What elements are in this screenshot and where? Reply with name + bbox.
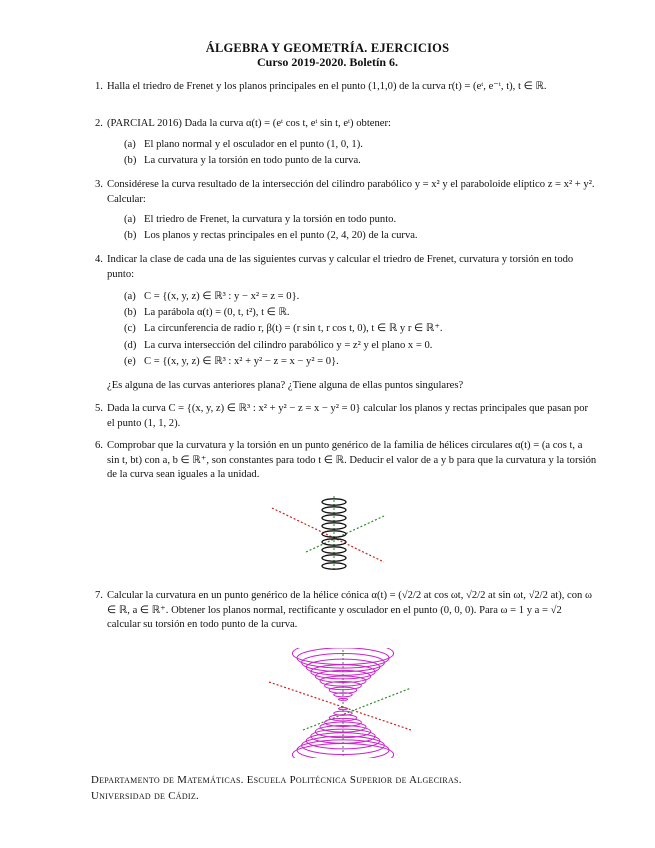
exercise-6 — [95, 439, 597, 483]
x-axis-line — [272, 508, 384, 562]
item-text: La circunferencia de radio r, β(t) = (r sin t, r cos t, 0), t ∈ ℝ y r ∈ ℝ⁺. — [144, 323, 443, 334]
exercise-2b — [124, 154, 594, 168]
item-text: El plano normal y el osculador en el punto (1, 0, 1). — [144, 139, 363, 150]
exercise-4c — [124, 322, 594, 336]
item-label: (c) — [124, 323, 136, 334]
item-label: (a) — [124, 139, 136, 150]
item-label: (a) — [124, 291, 136, 302]
item-text: La curvatura y la torsión en todo punto de la curva. — [144, 155, 361, 166]
footer — [91, 772, 462, 804]
exercise-text: Dada la curva C = {(x, y, z) ∈ ℝ³ : x² + y² − z = x − y² = 0} calcular los planos y rectas principales que pasan por el punto (1, 1, 2). — [107, 403, 589, 429]
exercise-4a — [124, 290, 594, 304]
exercise-text: (PARCIAL 2016) Dada la curva α(t) = (eᵗ cos t, eᵗ sin t, eᵗ) obtener: — [107, 118, 391, 129]
exercise-text: Halla el triedro de Frenet y los planos principales en el punto (1,1,0) de la curva r(t) = (eᵗ, e⁻ᵗ, t), t ∈ ℝ. — [107, 81, 547, 92]
exercise-3a — [124, 213, 594, 227]
item-text: C = {(x, y, z) ∈ ℝ³ : x² + y² − z = x − y² = 0}. — [144, 356, 339, 367]
page-title: ÁLGEBRA Y GEOMETRÍA. EJERCICIOS — [205, 41, 450, 55]
exercise-followup-text: ¿Es alguna de las curvas anteriores plana? ¿Tiene alguna de ellas puntos singulares? — [107, 380, 464, 391]
exercise-number: 6. — [95, 440, 103, 451]
exercise-1 — [95, 80, 597, 95]
item-label: (d) — [124, 340, 137, 351]
footer-university: Universidad de Cádiz. — [91, 790, 200, 802]
exercise-text: Considérese la curva resultado de la intersección del cilindro parabólico y = x² y el paraboloide elíptico z = x² + y². Calcular: — [107, 179, 595, 205]
exercise-text: Indicar la clase de cada una de las siguientes curvas y calcular el triedro de Frenet, curvatura y torsión en todo punto: — [107, 254, 574, 280]
conical-helix-figure — [265, 648, 415, 758]
exercise-number: 2. — [95, 118, 103, 129]
item-text: C = {(x, y, z) ∈ ℝ³ : y − x² = z = 0}. — [144, 291, 300, 302]
y-axis-line — [306, 516, 384, 552]
circular-helix-figure — [268, 494, 388, 574]
exercise-5 — [95, 402, 597, 431]
item-text: La curva intersección del cilindro parabólico y = z² y el plano x = 0. — [144, 340, 433, 351]
exercise-2 — [95, 117, 597, 132]
item-label: (b) — [124, 155, 137, 166]
exercise-number: 3. — [95, 179, 103, 190]
exercise-text: Comprobar que la curvatura y la torsión en un punto genérico de la familia de hélices circulares α(t) = (a cos t, a sin t, bt) con a, b ∈ ℝ⁺, son constantes para todo t ∈ ℝ. Deducir el valor de a y b para que la curvatura y la torsión de la curva sean iguales a la unidad. — [107, 440, 597, 480]
exercise-number: 7. — [95, 590, 103, 601]
page-subtitle: Curso 2019-2020. Boletín 6. — [257, 55, 398, 69]
exercise-3 — [95, 178, 597, 207]
item-label: (b) — [124, 307, 137, 318]
exercise-4d — [124, 339, 594, 353]
exercise-4e — [124, 355, 594, 369]
exercise-number: 1. — [95, 81, 103, 92]
item-text: La parábola α(t) = (0, t, t²), t ∈ ℝ. — [144, 307, 290, 318]
footer-department: Departamento de Matemáticas. Escuela Politécnica Superior de Algeciras. — [91, 774, 462, 786]
exercise-3b — [124, 229, 594, 243]
item-text: El triedro de Frenet, la curvatura y la torsión en todo punto. — [144, 214, 397, 225]
item-label: (a) — [124, 214, 136, 225]
exercise-4b — [124, 306, 594, 320]
exercise-number: 5. — [95, 403, 103, 414]
item-label: (e) — [124, 356, 136, 367]
exercise-4-question — [107, 379, 597, 394]
exercise-number: 4. — [95, 254, 103, 265]
exercise-text: Calcular la curvatura en un punto genérico de la hélice cónica α(t) = (√2/2 at cos ωt, √2/2 at sin ωt, √2/2 at), con ω ∈ ℝ, a ∈ ℝ⁺. Obtener los planos normal, rectificante y osculador en el punto (0, 0, 0). Para ω = 1 y a = √2 calcular su torsión en todo punto de la curva. — [107, 590, 592, 630]
exercise-7 — [95, 589, 597, 633]
exercise-4 — [95, 253, 597, 282]
item-text: Los planos y rectas principales en el punto (2, 4, 20) de la curva. — [144, 230, 418, 241]
item-label: (b) — [124, 230, 137, 241]
y-axis-line — [303, 688, 411, 730]
exercise-2a — [124, 138, 594, 152]
